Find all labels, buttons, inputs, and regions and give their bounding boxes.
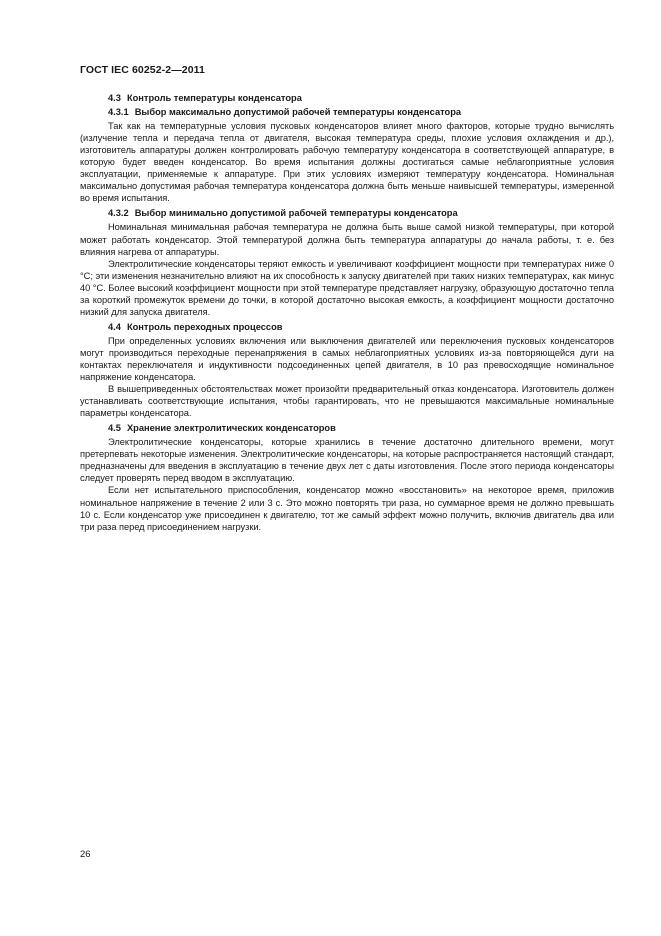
paragraph: Электролитические конденсаторы, которые хранились в течение достаточно длительного времени, могут претерпевать некоторые изменения. Электролитические конденсаторы, на которые распространяется настоящий стандарт, предназначены для введения в эксплуатацию в течение двух лет с даты изготовления. После этого периода конденсаторы следует проверять перед вводом в эксплуатацию.: [80, 437, 614, 484]
section-number: 4.3: [108, 93, 121, 103]
section-heading-4-3: [80, 92, 614, 104]
section-heading-4-5: [80, 422, 614, 434]
section-number: 4.3.2: [108, 208, 129, 219]
section-title: Выбор минимально допустимой рабочей температуры конденсатора: [134, 208, 458, 219]
section-heading-4-3-1: [80, 106, 614, 118]
section-number: 4.4: [108, 321, 121, 332]
section-title: Контроль температуры конденсатора: [126, 93, 302, 103]
paragraph: Так как на температурные условия пусковых конденсаторов влияет много факторов, которые трудно вычислять (излучение тепла и передача тепла от двигателя, высокая температура среды, плохие условия охлаждения и др.), изготовитель аппаратуры должен контролировать рабочую температуру конденсатора в соответствующей аппаратуре, в которую будет введен конденсатор. Во время испытания должны достигаться самые неблагоприятные условия эксплуатации, применяемые к аппаратуре. При этих условиях измеряют температуру конденсатора. Номинальная максимально допустимая рабочая температура конденсатора должна быть меньше наивысшей температуры, измеренной во время испытания.: [80, 121, 614, 204]
paragraph: Номинальная минимальная рабочая температура не должна быть выше самой низкой температуры, при которой может работать конденсатор. Этой температурой должна быть температура аппаратуры до начала работы, т. е. без влияния нагрева от аппаратуры.: [80, 222, 614, 257]
section-title: Контроль переходных процессов: [126, 321, 283, 332]
paragraph: В вышеприведенных обстоятельствах может произойти предварительный отказ конденсатора. Изготовитель должен устанавливать соответствующие испытания, чтобы гарантировать, что не превышаются максимальные номинальные параметры конденсатора.: [80, 384, 614, 419]
paragraph: При определенных условиях включения или выключения двигателей или переключения пусковых конденсаторов могут производиться переходные перенапряжения в самых неблагоприятных условиях из-за повторяющейся дуги на контактах переключателя и индуктивности подсоединенных цепей двигателя, в 10 раз превосходящие номинальное напряжение конденсатора.: [80, 335, 614, 383]
paragraph: Если нет испытательного приспособления, конденсатор можно «восстановить» на некоторое время, приложив номинальное напряжение в течение 2 или 3 с. Это можно повторять три раза, но суммарное время не должно превышать 10 с. Если конденсатор уже присоединен к двигателю, тот же самый эффект можно получить, включив двигатель два или три раза перед присоединением нагрузки.: [80, 485, 614, 532]
section-number: 4.3.1: [108, 107, 129, 118]
section-number: 4.5: [108, 423, 121, 434]
section-title: Выбор максимально допустимой рабочей температуры конденсатора: [134, 107, 462, 118]
section-heading-4-4: [80, 321, 614, 333]
paragraph: Электролитические конденсаторы теряют емкость и увеличивают коэффициент мощности при температурах ниже 0 °С; эти изменения незначительно влияют на их способность к запуску двигателей при таких низких температурах, как минус 40 °С. Более высокий коэффициент мощности при этой температуре представляет нагрузку, образующую достаточно тепла за короткий промежуток времени до точки, в которой достаточно высокая емкость, а коэффициент мощности достаточно низкий для запуска двигателя.: [80, 258, 614, 317]
section-title: Хранение электролитических конденсаторов: [126, 423, 336, 434]
page-number: 26: [80, 849, 91, 860]
document-header: ГОСТ IEC 60252-2—2011: [80, 64, 205, 76]
document-body: [80, 92, 614, 533]
section-heading-4-3-2: [80, 207, 614, 219]
